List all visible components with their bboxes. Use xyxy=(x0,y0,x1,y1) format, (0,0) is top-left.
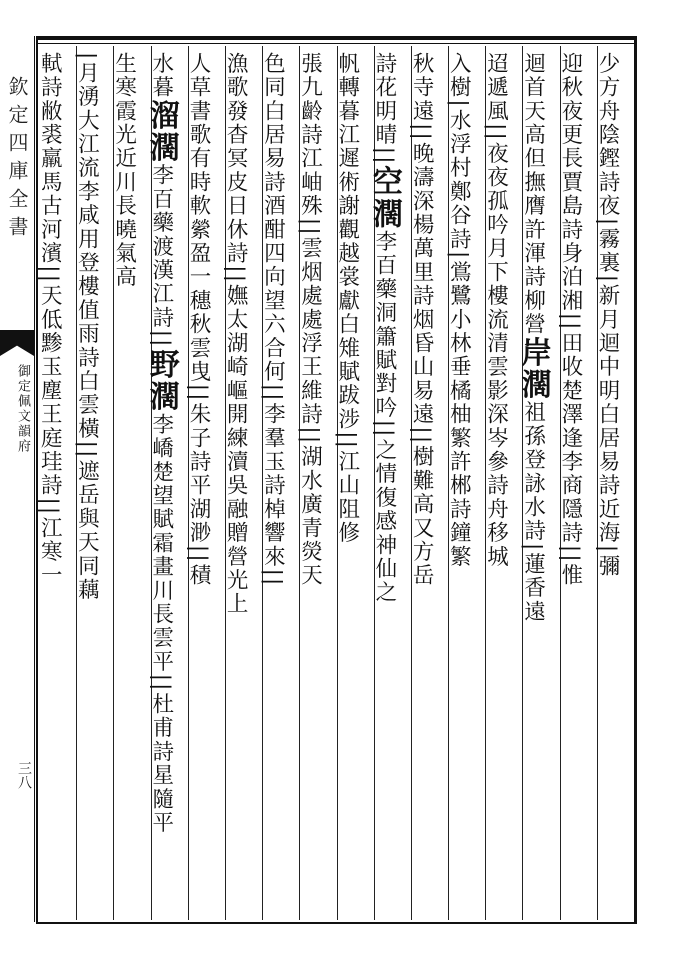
column-text xyxy=(223,52,262,616)
column-text-after: 李百藥洞簫賦對吟||之情復感神仙之 xyxy=(371,230,397,605)
book-title: 御定佩文韻府 xyxy=(15,364,30,454)
column-text-after: 霞光近川長曉氣高 xyxy=(111,99,137,290)
text-column xyxy=(37,46,76,920)
column-text xyxy=(446,52,485,569)
collection-title: 欽定四庫全書 xyxy=(5,76,29,244)
headword: 空濶 xyxy=(366,165,402,231)
column-text-before: 入樹|水浮村鄭谷詩|鴬鷺小林垂橘柚繁許郴詩鐘繁 xyxy=(446,52,472,569)
column-text-before: 少方舟陰鏗詩夜|霧裏|新月迴中明白居易詩近海|彌 xyxy=(595,52,620,579)
text-column xyxy=(143,46,188,920)
text-column xyxy=(113,46,150,920)
text-column xyxy=(299,46,336,920)
frame-bottom-border xyxy=(36,922,637,924)
frame-top-border xyxy=(36,36,637,40)
headword: 溜濶 xyxy=(143,99,179,164)
text-column xyxy=(557,46,597,920)
text-column xyxy=(515,46,559,920)
text-column xyxy=(485,46,522,920)
column-text-before: 人草書歌有時軟縈盈一穗秋雲曳||朱子詩平湖渺||積 xyxy=(185,52,211,588)
text-column xyxy=(597,46,634,920)
column-text-before: 生寒 xyxy=(111,52,137,100)
page-number: 三八 xyxy=(16,761,32,789)
text-column xyxy=(366,46,411,920)
column-text xyxy=(409,52,448,588)
text-column xyxy=(185,46,225,920)
column-text-before: 秋寺遠||晚濤深楊萬里詩烟昏山易遠||樹難高又方岳 xyxy=(409,52,435,588)
column-text-after: 術謝觀越裳獻白雉賦跋涉||江山阻修 xyxy=(334,170,360,545)
text-column xyxy=(448,46,485,920)
column-text xyxy=(557,52,597,588)
column-text-after: 流清雲影深岑參詩舟移城 xyxy=(483,307,509,569)
column-text-before: 迴首天高但撫膺許渾詩柳營 xyxy=(520,52,546,337)
text-columns xyxy=(37,46,634,920)
text-column xyxy=(334,46,374,920)
column-text-before: 張九齡詩江岫殊||雲烟處處浮王維詩||湖水廣青熒天 xyxy=(297,52,323,588)
column-text xyxy=(297,52,336,588)
column-text xyxy=(483,52,522,569)
column-text xyxy=(260,52,299,588)
column-text xyxy=(515,52,559,624)
text-column xyxy=(225,46,262,920)
column-text-before: 迢遞風||夜夜孤吟月下樓 xyxy=(483,52,509,308)
column-text-before: 帆轉暮江遲 xyxy=(334,52,360,171)
frame-top-inner-border xyxy=(36,43,637,44)
text-column xyxy=(76,46,113,920)
column-text-after: 祖孫登詠水詩|蓮香遠 xyxy=(520,400,546,624)
column-text-before: 軾詩敝裘羸馬古河濱||天低黪玉塵王庭珪詩||江寒一 xyxy=(37,52,63,588)
column-text-before: 色同白居易詩酒酣四向望六合何||李羣玉詩棹響來|| xyxy=(260,52,286,588)
column-text xyxy=(366,52,411,605)
text-column xyxy=(262,46,299,920)
column-text xyxy=(74,52,113,602)
column-text xyxy=(143,52,188,835)
column-text-before: |月湧大江流李咸用登樓值雨詩白雲橫||遮岳與天同藕 xyxy=(74,52,100,602)
column-text xyxy=(111,52,150,290)
column-text-after: 李百藥渡漢江詩|| xyxy=(148,163,174,349)
column-text xyxy=(334,52,374,545)
column-text-before: 迎秋夜更長賈島詩身泊湘||田收楚澤逢李商隱詩||惟 xyxy=(557,52,583,588)
column-text-before: 水暮 xyxy=(148,52,174,100)
column-text-before: 漁歌發杳冥皮日休詩||嫵太湖崎嶇開練瀆吳融贈營光上 xyxy=(223,52,249,616)
frame-right-border xyxy=(634,36,637,924)
headword-inline-tail: 李嶠楚望賦霜畫川長雲平||杜甫詩星隨平 xyxy=(148,413,174,835)
column-text xyxy=(595,52,634,579)
text-column xyxy=(411,46,448,920)
headword-inline: 野濶 xyxy=(143,348,179,414)
column-text-before: 詩花明晴|| xyxy=(371,52,397,166)
headword: 岸濶 xyxy=(515,336,551,401)
column-text xyxy=(37,52,76,588)
column-text xyxy=(185,52,225,588)
